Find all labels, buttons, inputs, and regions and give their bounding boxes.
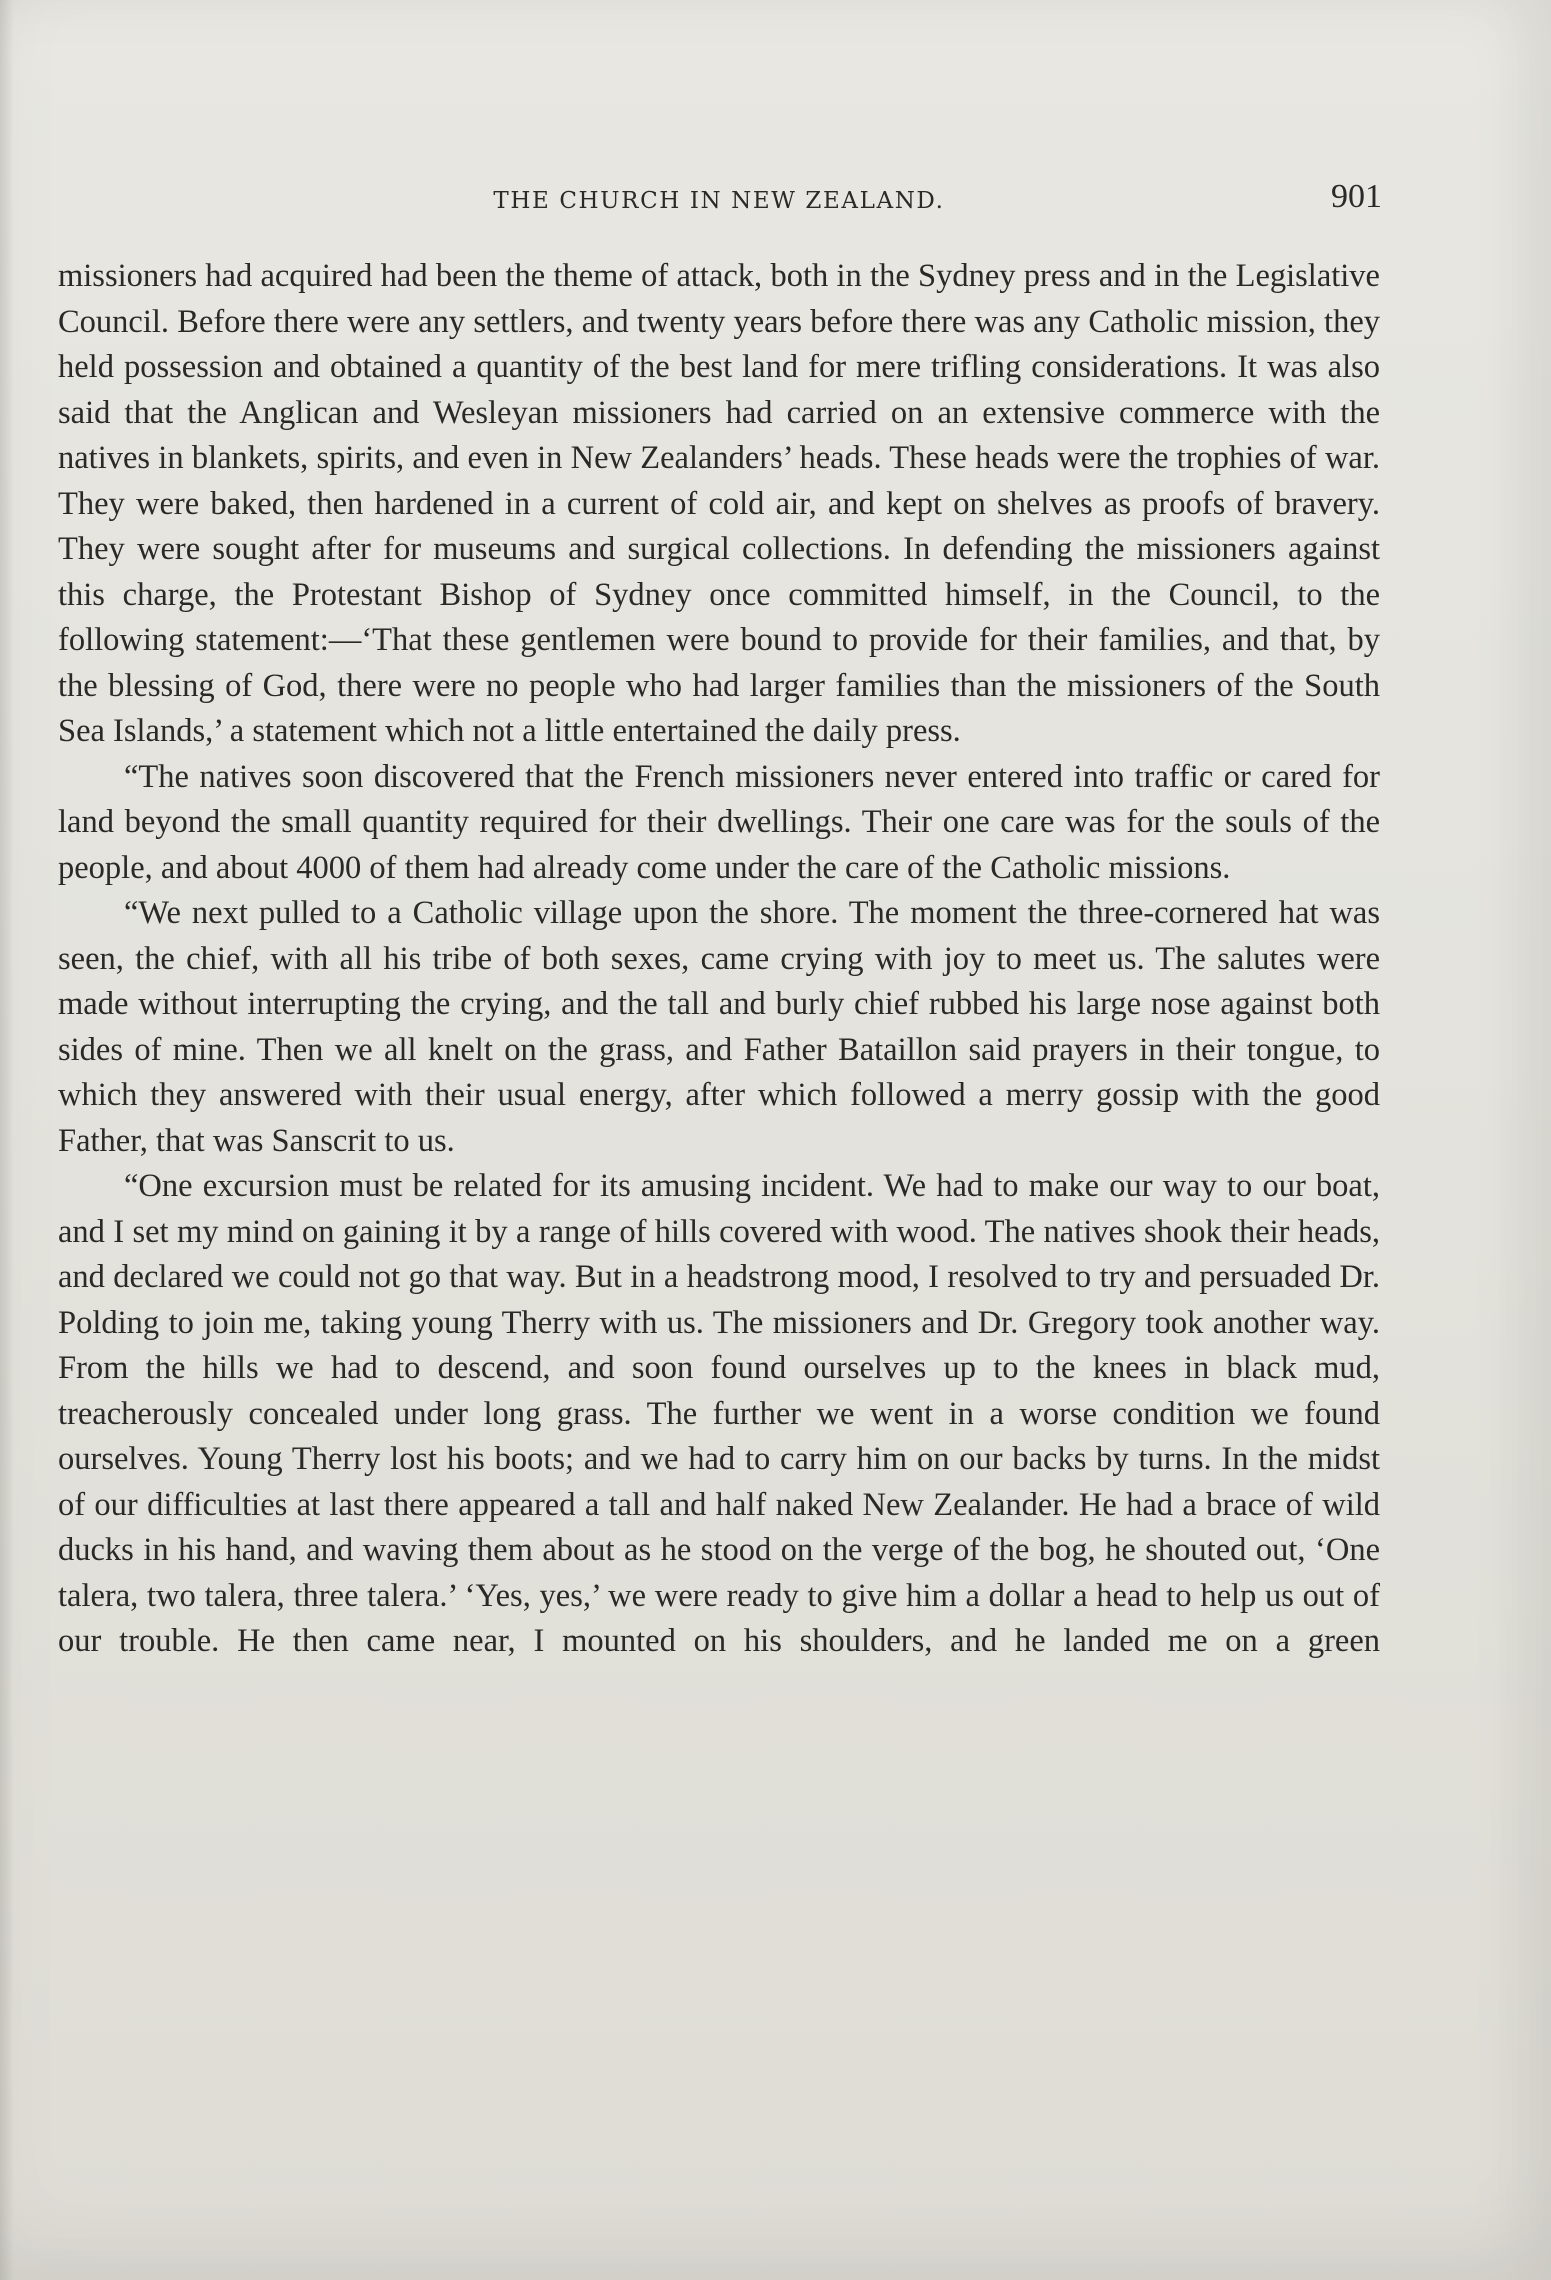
paragraph-3: “We next pulled to a Catholic village upon the shore. The moment the three-cornered hat was seen, the chief, with all his tribe of both sexes, came crying with joy to meet us. The salutes were made without interrupting the crying, and the tall and burly chief rubbed his large nose against both sides of mine. Then we all knelt on the grass, and Father Bataillon said prayers in their tongue, to which they answered with their usual energy, after which followed a merry gossip with the good Father, that was Sanscrit to us. <box>58 895 1380 1159</box>
page-number: 901 <box>1331 178 1382 215</box>
running-title: THE CHURCH IN NEW ZEALAND. <box>493 188 945 214</box>
page-header <box>58 178 1380 228</box>
paragraph-4: “One excursion must be related for its amusing incident. We had to make our way to our boat, and I set my mind on gaining it by a range of hills covered with wood. The natives shook their heads, and declared we could not go that way. But in a headstrong mood, I resolved to try and persuaded Dr. Polding to join me, taking young Therry with us. The missioners and Dr. Gregory took another way. From the hills we had to descend, and soon found ourselves up to the knees in black mud, treacherously concealed under long grass. The further we went in a worse condition we found ourselves. Young Therry lost his boots; and we had to carry him on our backs by turns. In the midst of our difficulties at last there appeared a tall and half naked New Zealander. He had a brace of wild ducks in his hand, and waving them about as he stood on the verge of the bog, he shouted out, ‘One talera, two talera, three talera.’ ‘Yes, yes,’ we were ready to give him a dollar a head to help us out of our trouble. He then came near, I mounted on his shoulders, and he landed me on a green <box>58 1168 1380 1659</box>
paragraph-2: “The natives soon discovered that the French missioners never entered into traffic or cared for land beyond the small quantity required for their dwellings. Their one care was for the souls of the people, and about 4000 of them had already come under the care of the Catholic missions. <box>58 758 1380 886</box>
body-text <box>58 254 1380 1665</box>
page-shadow-edge <box>0 0 14 2280</box>
paragraph-1: missioners had acquired had been the theme of attack, both in the Sydney press and in the Legislative Council. Before there were any settlers, and twenty years before there was any Catholic mission, they held possession and obtained a quantity of the best land for mere trifling considerations. It was also said that the Anglican and Wesleyan missioners had carried on an extensive commerce with the natives in blankets, spirits, and even in New Zealanders’ heads. These heads were the trophies of war. They were baked, then hardened in a current of cold air, and kept on shelves as proofs of bravery. They were sought after for museums and surgical collections. In defending the missioners against this charge, the Protestant Bishop of Sydney once committed himself, in the Council, to the following statement:—‘That these gentlemen were bound to provide for their families, and that, by the blessing of God, there were no people who had larger families than the missioners of the South Sea Islands,’ a statement which not a little entertained the daily press. <box>58 258 1380 749</box>
